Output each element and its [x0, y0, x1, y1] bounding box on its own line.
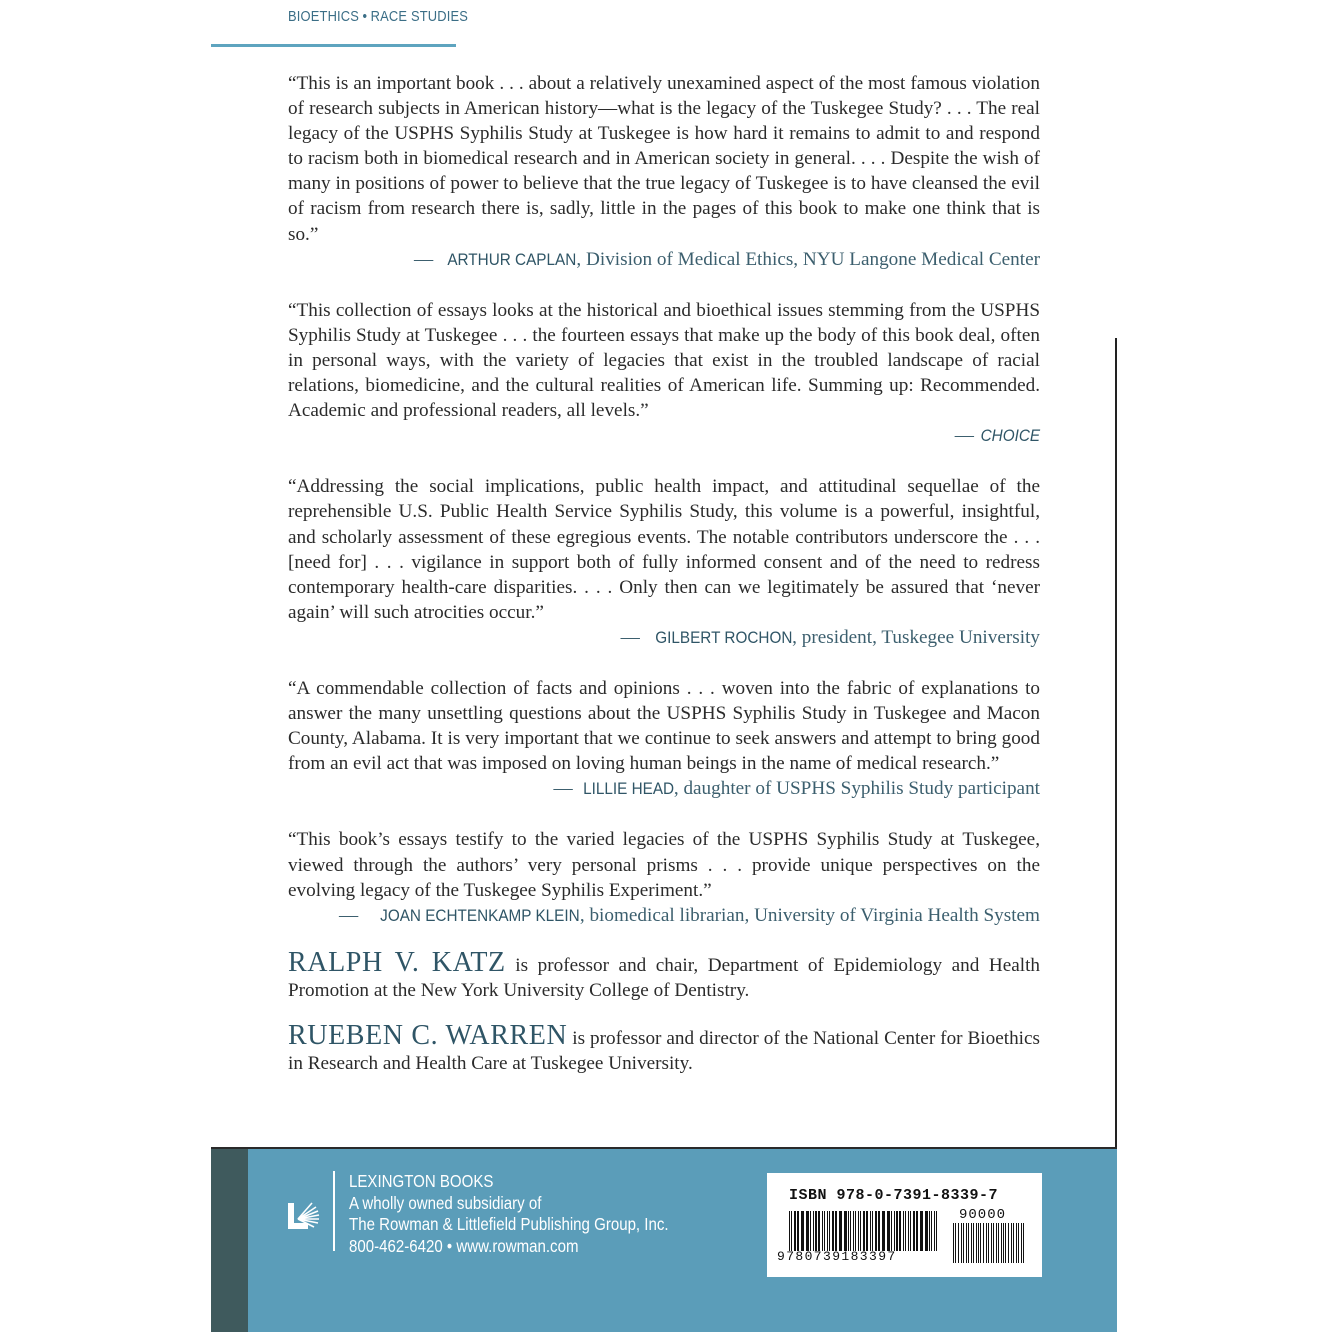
barcode-bar	[980, 1223, 981, 1263]
ean-barcode-bars	[789, 1211, 939, 1251]
publisher-divider	[333, 1171, 335, 1251]
barcode-bar	[794, 1211, 796, 1251]
author-katz	[288, 946, 1040, 1003]
barcode-bar	[991, 1223, 992, 1263]
attribution-affiliation: , daughter of USPHS Syphilis Study participant	[673, 778, 1040, 800]
barcode-bar	[899, 1211, 901, 1251]
attribution-name: JOAN ECHTENKAMP KLEIN	[380, 905, 580, 925]
barcode-bar	[1008, 1223, 1009, 1263]
barcode-bar	[1018, 1223, 1019, 1263]
barcode-bar	[894, 1211, 895, 1251]
footer-side-strip	[211, 1149, 248, 1332]
quote-text: “This book’s essays testify to the varied legacies of the USPHS Syphilis Study at Tuskegee, viewed through the authors’ very personal prisms . . . provide unique perspectives on the evolving legacy of the Tuskegee Syphilis Experiment.”	[288, 829, 1040, 901]
spine-rule	[1115, 338, 1117, 1150]
quote-choice	[288, 298, 1040, 449]
barcode-bar	[818, 1211, 820, 1251]
category-race-studies: RACE STUDIES	[370, 8, 469, 25]
barcode-bar	[931, 1211, 932, 1251]
barcode-bar	[824, 1211, 825, 1251]
barcode-bar	[1023, 1223, 1024, 1263]
barcode-bar	[996, 1223, 997, 1263]
barcode-bar	[789, 1211, 790, 1251]
barcode-bar	[829, 1211, 830, 1251]
barcode-bar	[966, 1223, 967, 1263]
quote-rochon	[288, 474, 1040, 650]
barcode-bar	[971, 1223, 972, 1263]
lexington-logo-icon	[286, 1199, 320, 1233]
barcode-bar	[882, 1211, 885, 1251]
barcode-bar	[850, 1211, 851, 1251]
barcode-bar	[1011, 1223, 1012, 1263]
quote-text: “This collection of essays looks at the historical and bioethical issues stemming from the USPHS Syphilis Study at Tuskegee . . . the fourteen essays that make up the body of this book deal, often in personal ways, with the variety of legacies that exist in the troubled landscape of racial relations, biomedicine, and the cultural realities of American life. Summing up: Recommended. Academic and professional readers, all levels.”	[288, 299, 1040, 422]
author-warren	[288, 1020, 1040, 1076]
publisher-subsidiary-line: A wholly owned subsidiary of	[349, 1192, 542, 1213]
category-bioethics: BIOETHICS	[288, 8, 360, 25]
quote-caplan	[288, 71, 1040, 272]
barcode-bar	[936, 1211, 937, 1251]
blurb-column	[288, 71, 1040, 1096]
barcode-bar	[844, 1211, 847, 1251]
barcode-bar	[822, 1211, 823, 1251]
barcode-bar	[875, 1211, 877, 1251]
barcode-bar	[1003, 1223, 1004, 1263]
publisher-contact-line	[349, 1236, 669, 1258]
barcode-bar	[973, 1223, 974, 1263]
attribution-affiliation: , biomedical librarian, University of Virginia Health System	[579, 904, 1040, 926]
barcode-bar	[903, 1211, 904, 1251]
author-bio: is professor and director of the National Center for Bioethics in Research and Health Care at Tuskegee University.	[288, 1028, 1040, 1075]
isbn-text: ISBN 978-0-7391-8339-7	[789, 1187, 999, 1204]
barcode-bar	[988, 1223, 989, 1263]
attribution-name: GILBERT ROCHON	[655, 627, 793, 647]
barcode-bar	[905, 1211, 906, 1251]
addon-digits: 90000	[959, 1207, 1007, 1223]
quote-text: “This is an important book . . . about a relatively unexamined aspect of the most famous violation of research subjects in American history—what is the legacy of the Tuskegee Study? . . . The real legacy of the USPHS Syphilis Study at Tuskegee is how hard it remains to admit to and respond to racism both in biomedical research and in American society in general. . . . Despite the wish of many in positions of power to believe that the true legacy of Tuskegee is to have cleansed the evil of racism from research there is, sadly, little in the pages of this book to make one think that is so.”	[288, 73, 1040, 245]
attribution-dash: —	[338, 904, 359, 926]
quote-attribution	[288, 776, 1040, 801]
barcode-bar	[983, 1223, 984, 1263]
quote-klein	[288, 827, 1040, 927]
attribution-name: ARTHUR CAPLAN	[447, 249, 577, 269]
barcode-bar	[963, 1223, 964, 1263]
barcode-bar	[958, 1223, 959, 1263]
barcode-bar	[835, 1211, 837, 1251]
barcode-bar	[860, 1211, 861, 1251]
barcode-bar	[968, 1223, 969, 1263]
publisher-separator: •	[446, 1235, 453, 1256]
barcode-bar	[910, 1211, 911, 1251]
barcode-bar	[913, 1211, 915, 1251]
quote-attribution	[288, 903, 1040, 928]
quote-text: “A commendable collection of facts and opinions . . . woven into the fabric of explanations to answer the many unsettling questions about the USPHS Syphilis Study in Tuskegee and Macon County, Alabama. It is very important that we continue to seek answers and attempt to bring good from an evil act that was imposed on loving human beings in the name of medical research.”	[288, 677, 1040, 775]
barcode-bar	[815, 1211, 817, 1251]
barcode-bar	[878, 1211, 880, 1251]
quote-head	[288, 676, 1040, 801]
barcode-bar	[925, 1211, 928, 1251]
barcode-bar	[839, 1211, 842, 1251]
barcode-bar	[848, 1211, 849, 1251]
author-name: RALPH V. KATZ	[288, 946, 506, 978]
barcode-bar	[870, 1211, 871, 1251]
attribution-affiliation: , president, Tuskegee University	[792, 626, 1040, 648]
quote-text: “Addressing the social implications, public health impact, and attitudinal sequellae of the reprehensible U.S. Public Health Service Syphilis Study, this volume is a powerful, insightful, and scholarly assessment of these egregious events. The notable contributors underscore the . . . [need for] . . . vigilance in support both of fully informed consent and of the need to redress contemporary health-care disparities. . . . Only then can we legitimately be assured that ‘never again’ will such atrocities occur.”	[288, 476, 1040, 623]
category-label	[288, 8, 468, 25]
barcode-bar	[797, 1211, 799, 1251]
barcode-bar	[866, 1211, 868, 1251]
barcode-bar	[806, 1211, 809, 1251]
barcode-bar	[887, 1211, 890, 1251]
barcode-bar	[791, 1211, 792, 1251]
publisher-info	[349, 1171, 669, 1257]
barcode-bar	[1021, 1223, 1022, 1263]
barcode-bar	[896, 1211, 898, 1251]
barcode-bar	[993, 1223, 994, 1263]
publisher-name: LEXINGTON BOOKS	[349, 1171, 494, 1191]
barcode-bar	[813, 1211, 814, 1251]
attribution-dash: —	[553, 778, 573, 800]
barcode-bar	[863, 1211, 865, 1251]
barcode-bar	[827, 1211, 828, 1251]
author-bio: is professor and chair, Department of Epidemiology and Health Promotion at the New York University College of Dentistry.	[288, 954, 1040, 1001]
barcode-bar	[1013, 1223, 1014, 1263]
barcode-bar	[929, 1211, 930, 1251]
publisher-parent-line: The Rowman & Littlefield Publishing Group, Inc.	[349, 1214, 669, 1234]
category-separator: •	[362, 8, 368, 25]
author-name: RUEBEN C. WARREN	[288, 1020, 568, 1051]
attribution-dash: —	[413, 248, 434, 270]
barcode-bar	[853, 1211, 854, 1251]
barcode-bar	[872, 1211, 873, 1251]
publisher-website: www.rowman.com	[456, 1235, 579, 1256]
attribution-affiliation: , Division of Medical Ethics, NYU Langone Medical Center	[576, 248, 1040, 270]
ean-digits: 9780739183397	[777, 1249, 897, 1264]
barcode-bar	[955, 1223, 956, 1263]
barcode-bar	[908, 1211, 909, 1251]
barcode-bar	[1005, 1223, 1006, 1263]
category-rule	[211, 44, 456, 47]
barcode-bar	[998, 1223, 999, 1263]
attribution-name: LILLIE HEAD	[582, 779, 674, 799]
attribution-dash: —	[954, 425, 974, 447]
barcode-bar	[976, 1223, 977, 1263]
attribution-dash: —	[620, 626, 640, 648]
barcode-bar	[801, 1211, 804, 1251]
quote-attribution	[288, 625, 1040, 650]
barcode-bar	[891, 1211, 892, 1251]
barcode-bar	[810, 1211, 811, 1251]
barcode-bar	[986, 1223, 987, 1263]
publisher-phone: 800-462-6420	[349, 1235, 443, 1256]
barcode-bar	[1001, 1223, 1002, 1263]
barcode-bar	[855, 1211, 856, 1251]
addon-barcode-bars	[953, 1223, 1025, 1263]
barcode-bar	[832, 1211, 834, 1251]
quote-attribution	[288, 423, 1040, 448]
attribution-name: CHOICE	[980, 426, 1040, 446]
barcode-bar	[920, 1211, 923, 1251]
barcode-bar	[961, 1223, 962, 1263]
barcode-bar	[934, 1211, 935, 1251]
barcode-bar	[1016, 1223, 1017, 1263]
quote-attribution	[288, 247, 1040, 272]
barcode-bar	[978, 1223, 979, 1263]
isbn-barcode	[767, 1173, 1042, 1277]
barcode-bar	[953, 1223, 954, 1263]
barcode-bar	[916, 1211, 918, 1251]
barcode-bar	[858, 1211, 859, 1251]
publisher-footer	[211, 1147, 1117, 1332]
